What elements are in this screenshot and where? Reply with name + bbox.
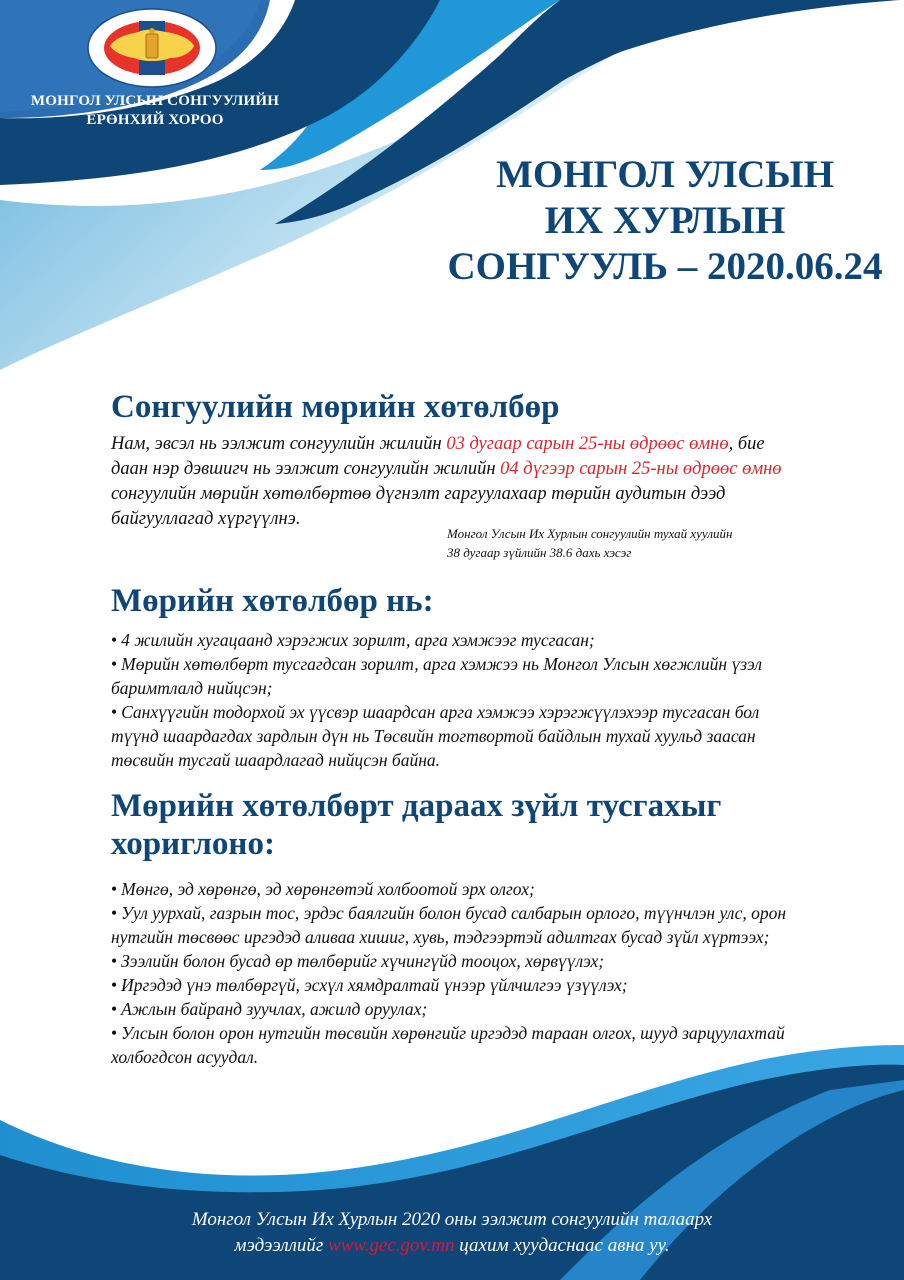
section1-paragraph <box>111 432 791 532</box>
list-item: • Ажлын байранд зуучлах, ажилд оруулах; <box>111 999 428 1019</box>
citation-line2: 38 дугаар зүйлийн 38.6 дахь хэсэг <box>447 545 632 560</box>
deadline-candidates: 04 дүгээр сарын 25-ны өдрөөс өмнө <box>500 459 782 479</box>
page-title <box>430 152 900 290</box>
footer-line2: мэдээллийг www.gec.gov.mn цахим хуудаснаас авна уу. <box>234 1235 670 1256</box>
list-item: • Иргэдэд үнэ төлбөргүй, эсхүл хямдралтай үнээр үйлчилгээ үзүүлэх; <box>111 975 628 995</box>
para-text-1: Нам, эвсэл нь ээлжит сонгуулийн жилийн <box>111 434 447 454</box>
list-item: • Санхүүгийн тодорхой эх үүсвэр шаардсан арга хэмжээ хэрэгжүүлэхээр тусгасан бол түүнд шаардагдах зардлын дүн нь Төсвийн тогтвортой байдлын тухай хуульд заасан төсвийн тусгай шаардлагад нийцсэн байна. <box>111 702 760 770</box>
list-item: • Зээлийн болон бусад өр төлбөрийг хүчингүйд тооцох, хөрвүүлэх; <box>111 951 605 971</box>
list-item: • Мөнгө, эд хөрөнгө, эд хөрөнгөтэй холбоотой эрх олгох; <box>111 879 535 899</box>
deadline-parties: 03 дугаар сарын 25-ны өдрөөс өмнө <box>446 434 729 454</box>
election-commission-logo <box>86 8 218 88</box>
section3-heading: Мөрийн хөтөлбөрт дараах зүйл тусгахыг хориглоно: <box>111 788 722 862</box>
list-item: • Мөрийн хөтөлбөрт тусгагдсан зорилт, арга хэмжээ нь Монгол Улсын хөгжлийн үзэл баримтлалд нийцсэн; <box>111 654 762 698</box>
para-text-2: , бие даан нэр дэвшигч нь ээлжит сонгуулийн жилийн <box>111 434 765 479</box>
list-item: • Уул уурхай, газрын тос, эрдэс баялгийн болон бусад салбарын орлого, түүнчлэн улс, орон нутгийн төсвөөс иргэдэд аливаа хишиг, хувь, тэдгээртэй адилтгах бусад зүйл хүртээх; <box>111 903 787 947</box>
title-line1: МОНГОЛ УЛСЫН <box>496 153 834 196</box>
citation-line1: Монгол Улсын Их Хурлын сонгуулийн тухай хуулийн <box>447 526 733 541</box>
list-item: • 4 жилийн хугацаанд хэрэгжих зорилт, арга хэмжээг тусгасан; <box>111 630 595 650</box>
section-prohibited-content <box>111 787 811 1069</box>
title-line3: СОНГУУЛЬ – 2020.06.24 <box>447 245 883 288</box>
section2-heading: Мөрийн хөтөлбөр нь: <box>111 583 434 619</box>
section-campaign-platform <box>111 388 811 532</box>
section1-heading: Сонгуулийн мөрийн хөтөлбөр <box>111 389 560 425</box>
law-citation <box>447 524 732 562</box>
org-name-line2: ЕРӨНХИЙ ХОРОО <box>86 112 224 128</box>
election-commission-emblem-icon <box>86 8 218 88</box>
para-text-3: сонгуулийн мөрийн хөтөлбөртөө дүгнэлт гаргуулахаар төрийн аудитын дээд байгууллагад хүргүүлнэ. <box>111 484 726 529</box>
list-item: • Улсын болон орон нутгийн төсвийн хөрөнгийг иргэдэд тараан олгох, шууд зарцуулахтай холбогдсон асуудал. <box>111 1023 785 1067</box>
org-name-line1: МОНГОЛ УЛСЫН СОНГУУЛИЙН <box>30 93 280 109</box>
footer-info <box>0 1207 904 1259</box>
organization-name <box>0 92 310 130</box>
title-line2: ИХ ХУРЛЫН <box>544 199 786 242</box>
prohibited-list <box>111 877 801 1069</box>
website-link[interactable]: www.gec.gov.mn <box>328 1235 455 1256</box>
section-platform-requirements <box>111 582 811 772</box>
footer-line1: Монгол Улсын Их Хурлын 2020 оны ээлжит сонгуулийн талаарх <box>191 1209 713 1230</box>
requirements-list <box>111 628 801 772</box>
